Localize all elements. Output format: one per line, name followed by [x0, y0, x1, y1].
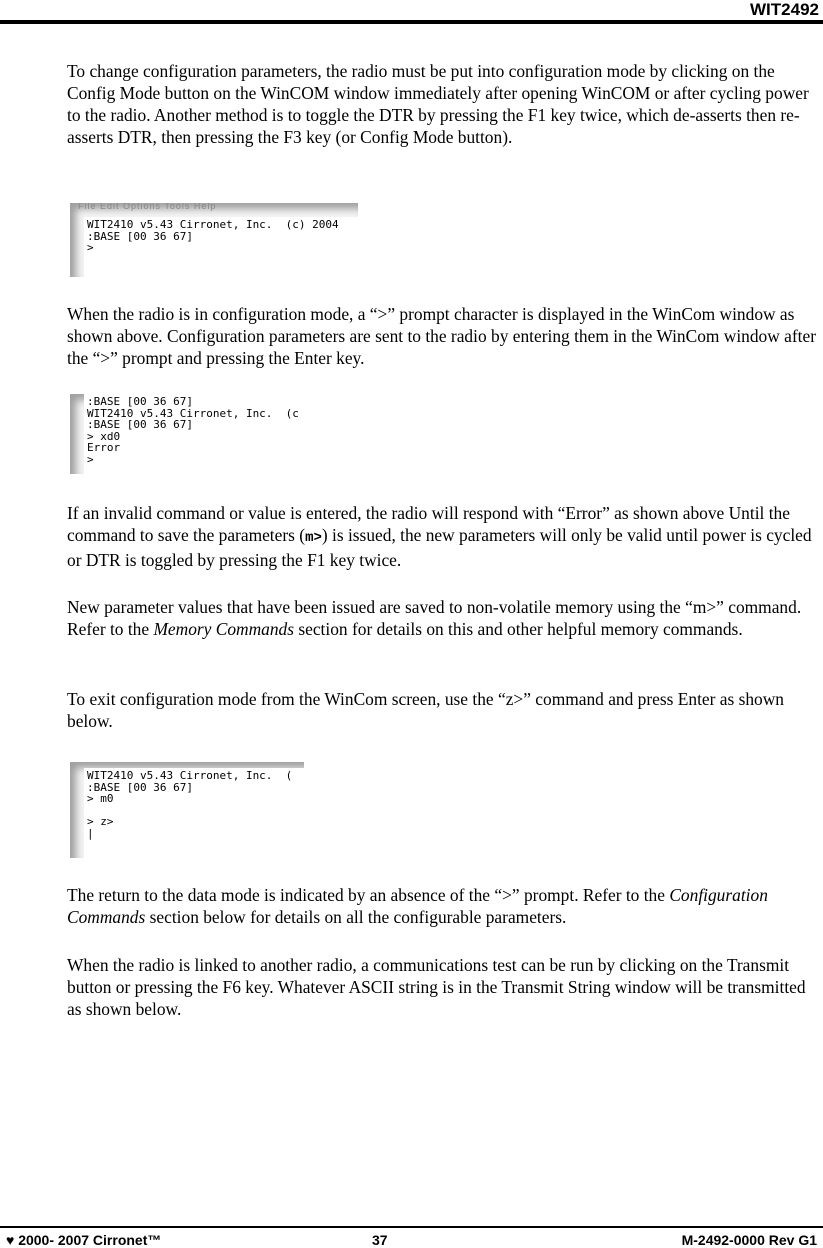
terminal-output: WIT2410 v5.43 Cirronet, Inc. (c) 2004 :BASE [00 36 67] >	[84, 217, 358, 277]
section-reference: Memory Commands	[153, 619, 294, 639]
command-code: m>	[305, 530, 322, 546]
paragraph-exit: To exit configuration mode from the WinCom screen, use the “z>” command and press Enter as shown below.	[67, 689, 785, 731]
wincom-screenshot-prompt	[70, 203, 358, 277]
paragraph-prompt: When the radio is in configuration mode, a “>” prompt character is displayed in the WinCom window as shown above. Configuration parameters are sent to the radio by entering them in the WinCom window after the “>” prompt and pressing the Enter key.	[67, 304, 816, 368]
terminal-output: :BASE [00 36 67] WIT2410 v5.43 Cirronet, Inc. (c :BASE [00 36 67] > xd0 Error >	[84, 394, 304, 474]
wincom-menu-bar: File Edit Options Tools Help	[78, 203, 217, 211]
footer-page-number: 37	[372, 1232, 388, 1248]
text: The return to the data mode is indicated by an absence of the “>” prompt. Refer to the	[67, 885, 670, 905]
text: If an invalid command or value is entered, the radio will respond with “Error” as shown above Until the command to save the parameters (	[67, 503, 790, 545]
footer-copyright: ♥ 2000- 2007 Cirronet™	[6, 1232, 162, 1248]
wincom-screenshot-exit	[70, 762, 304, 858]
footer-doc-id: M-2492-0000 Rev G1	[681, 1232, 817, 1248]
terminal-output: WIT2410 v5.43 Cirronet, Inc. ( :BASE [00 36 67] > m0 > z> |	[84, 768, 304, 858]
paragraph-config-mode: To change configuration parameters, the radio must be put into configuration mode by clicking on the Config Mode button on the WinCOM window immediately after opening WinCOM or after cycling power to the radio. Another method is to toggle the DTR by pressing the F1 key twice, which de-asserts then re-asserts DTR, then pressing the F3 key (or Config Mode button).	[67, 61, 809, 147]
text: New parameter values that have been issued are saved to non-volatile memory using the “m>” command. Refer to the	[67, 597, 802, 639]
text: ) is issued, the new parameters will only be valid until power is cycled or DTR is toggled by pressing the F1 key twice.	[67, 525, 812, 570]
footer-rule	[0, 1226, 823, 1228]
wincom-screenshot-error	[70, 394, 304, 474]
header-rule	[0, 20, 823, 24]
header-title: WIT2492	[750, 0, 819, 19]
paragraph-data-mode	[67, 884, 819, 928]
paragraph-transmit: When the radio is linked to another radio, a communications test can be run by clicking on the Transmit button or pressing the F6 key. Whatever ASCII string is in the Transmit String window will be transmitted as shown below.	[67, 955, 806, 1019]
text: section below for details on all the configurable parameters.	[145, 907, 567, 927]
paragraph-error	[67, 502, 819, 571]
text: section for details on this and other helpful memory commands.	[294, 619, 743, 639]
section-reference: Configuration Commands	[67, 885, 768, 927]
paragraph-memory	[67, 596, 819, 640]
